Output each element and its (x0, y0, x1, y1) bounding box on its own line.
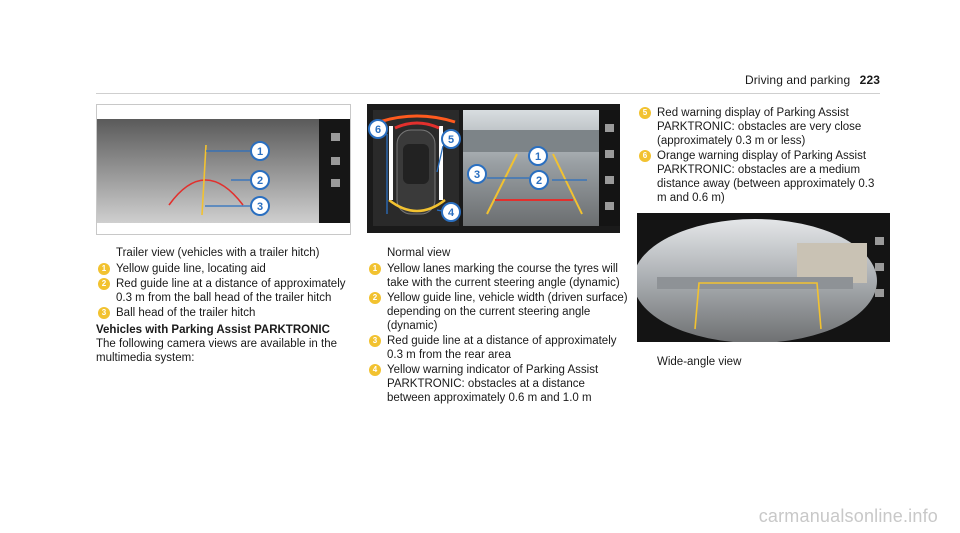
trailer-icon (331, 179, 340, 187)
parking-icon (331, 157, 340, 165)
list-item: 1 Yellow lanes marking the course the tyres will take with the current steering angle (dynamic) (367, 262, 629, 290)
list-item: 6 Orange warning display of Parking Assist PARKTRONIC: obstacles are a medium distance away (between approximately 0.3 m and 0.6 m) (637, 149, 887, 205)
running-header (745, 73, 880, 87)
svg-text:4: 4 (447, 207, 455, 219)
footer-watermark: carmanualsonline.info (758, 506, 938, 526)
list-item: 3 Ball head of the trailer hitch (96, 306, 358, 320)
wide-angle-image (637, 213, 890, 342)
svg-text:2: 2 (256, 175, 264, 187)
svg-text:1: 1 (256, 146, 264, 158)
settings-icon (605, 202, 614, 210)
section-title: Driving and parking (744, 73, 851, 87)
warning-items-block (637, 106, 887, 206)
list-item: 4 Yellow warning indicator of Parking Assist PARKTRONIC: obstacles at a distance between approximately 0.6 m and 1.0 m (367, 363, 629, 405)
wide-angle-figure (637, 213, 890, 342)
svg-text:6: 6 (374, 124, 382, 136)
list-item: 1 Yellow guide line, locating aid (96, 262, 358, 276)
wide-angle-caption-block (637, 355, 887, 371)
subheading: Vehicles with Parking Assist PARKTRONIC (96, 324, 330, 336)
normal-view-image (367, 104, 620, 233)
trailer-caption-block (96, 246, 358, 365)
page-number: 223 (859, 73, 880, 87)
normal-caption-block (367, 246, 629, 406)
list-item: 5 Red warning display of Parking Assist PARKTRONIC: obstacles are very close (approximately 0.3 m or less) (637, 106, 887, 148)
trailer-view-image (97, 105, 350, 234)
parking-icon (605, 150, 614, 158)
camera-icon (875, 237, 884, 245)
list-item: 3 Red guide line at a distance of approximately 0.3 m from the rear area (367, 334, 629, 362)
camera-icon (331, 133, 340, 141)
svg-text:3: 3 (473, 169, 481, 181)
list-item: 2 Yellow guide line, vehicle width (driven surface) depending on the current steering angle (dynamic) (367, 291, 629, 333)
trailer-icon (875, 289, 884, 297)
svg-text:3: 3 (256, 201, 264, 213)
intro-paragraph: The following camera views are available in the multimedia system: (96, 338, 337, 364)
camera-icon (605, 124, 614, 132)
svg-text:2: 2 (535, 175, 543, 187)
parking-icon (875, 263, 884, 271)
trailer-view-figure (96, 104, 351, 235)
normal-caption: Normal view (387, 247, 451, 259)
svg-text:5: 5 (447, 134, 455, 146)
trailer-icon (605, 176, 614, 184)
normal-view-figure (367, 104, 620, 233)
trailer-caption: Trailer view (vehicles with a trailer hitch) (116, 247, 320, 259)
svg-text:1: 1 (534, 151, 542, 163)
list-item: 2 Red guide line at a distance of approximately 0.3 m from the ball head of the trailer hitch (96, 277, 358, 305)
wide-angle-caption: Wide-angle view (657, 356, 742, 368)
header-rule (96, 93, 880, 94)
